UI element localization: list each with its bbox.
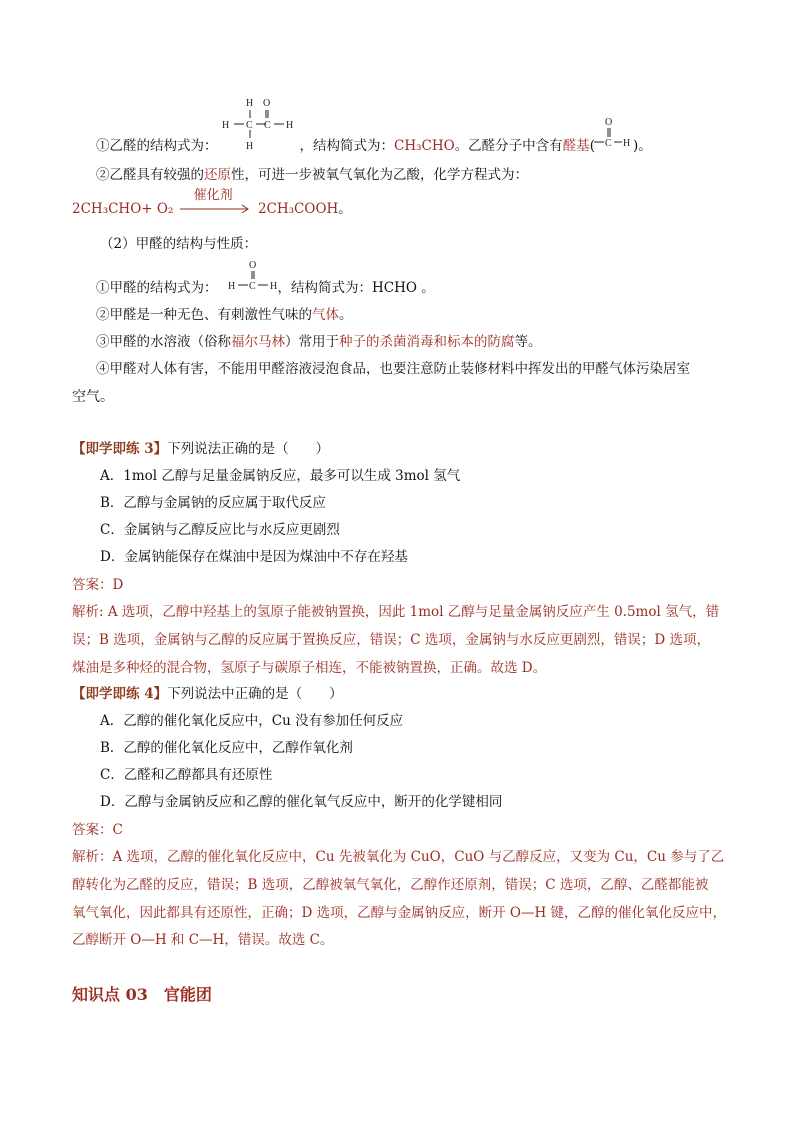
question-tag: 【即学即练 3】 [72,441,168,457]
highlight: 气体 [312,307,339,323]
atom-o: O [263,98,271,109]
formaldehyde-line-1 [96,279,435,297]
question-4-analysis-4: 乙醇断开 O—H 和 C—H，错误。故选 C。 [72,932,334,948]
text: ( [589,138,595,154]
text: ②甲醛是一种无色、有刺激性气味的 [96,307,312,323]
question-4-stem [72,685,343,703]
text: ①甲醛的结构式为： [96,280,218,296]
atom-o: O [249,260,257,271]
formaldehyde-line-3 [96,333,542,351]
atom-c: C [249,281,256,292]
question-4-analysis-1: 解析：A 选项，乙醇的催化氧化反应中，Cu 先被氧化为 CuO，CuO 与乙醇反应，又变为 Cu，Cu 参与了乙 [72,849,725,865]
equation-left: 2CH₃CHO+ O₂ [72,201,174,217]
text: ②乙醛具有较强的 [96,167,204,183]
highlight: 还原 [204,167,231,183]
text: ，结构简式为： [299,138,394,154]
question-3-analysis-1: 解析: A 选项，乙醇中羟基上的氢原子能被钠置换，因此 1mol 乙醇与足量金属钠反应产生 0.5mol 氢气，错 [72,604,720,620]
question-3-option-c: C．金属钠与乙醇反应比与水反应更剧烈 [100,522,340,538]
text: ，结构简式为：HCHO 。 [277,280,435,296]
reaction-arrow [178,188,254,218]
question-3-option-b: B．乙醇与金属钠的反应属于取代反应 [100,495,326,511]
question-4-option-a: A．乙醇的催化氧化反应中，Cu 没有参加任何反应 [100,713,404,729]
text: 等。 [514,334,542,350]
formaldehyde-line-2 [96,306,353,324]
highlight: CH₃CHO [394,138,455,154]
question-4-option-b: B．乙醇的催化氧化反应中，乙醇作氧化剂 [100,740,353,756]
acetaldehyde-line-2 [96,166,528,184]
atom-h-right: H [286,120,294,131]
text: ）常用于 [285,334,339,350]
highlight: 醛基 [562,138,590,154]
oxidation-equation [72,188,352,218]
atom-h: H [623,138,631,149]
question-4-option-d: D．乙醇与金属钠反应和乙醇的催化氧气反应中，断开的化学键相同 [100,794,503,810]
question-3-option-d: D．金属钠能保存在煤油中是因为煤油中不存在羟基 [100,549,408,565]
atom-c: C [605,138,612,149]
atom-h-left: H [222,120,230,131]
question-stem: 下列说法中正确的是（ ） [167,686,343,702]
highlight: 福尔马林 [231,334,285,350]
question-3-analysis-3: 煤油是多种烃的混合物，氢原子与碳原子相连，不能被钠置换，正确。故选 D。 [72,660,547,676]
formaldehyde-line-4-cont: 空气。 [72,389,114,405]
text: 性，可进一步被氧气氧化为乙酸，化学方程式为： [231,167,528,183]
question-4-answer: 答案：C [72,822,123,838]
atom-h-top: H [246,98,254,109]
text: )。 [632,138,652,154]
question-3-answer: 答案：D [72,577,124,593]
atom-c1: C [246,120,253,131]
highlight: 种子的杀菌消毒和标本的防腐 [339,334,515,350]
formaldehyde-line-4: ④甲醛对人体有害，不能用甲醛溶液浸泡食品，也要注意防止装修材料中挥发出的甲醛气体污染居室 [96,361,690,377]
question-3-stem [72,440,329,458]
question-4-option-c: C．乙醛和乙醇都具有还原性 [100,767,273,783]
question-3-analysis-2: 误；B 选项，金属钠与乙醇的反应属于置换反应，错误；C 选项，金属钠与水反应更剧烈，错误；D 选项， [72,632,710,648]
acetaldehyde-line-1 [96,137,652,155]
text: 。 [339,307,353,323]
catalyst-label: 催化剂 [193,188,233,203]
equation-right: 2CH₃COOH [257,201,339,217]
text: ①乙醛的结构式为： [96,138,218,154]
section-title: 知识点 03 官能团 [72,985,212,1004]
question-tag: 【即学即练 4】 [72,686,168,702]
text: 。 [338,201,352,217]
text: 。乙醛分子中含有 [454,138,563,154]
text: ③甲醛的水溶液（俗称 [96,334,231,350]
atom-h-right: H [270,281,278,292]
question-4-analysis-2: 醇转化为乙醛的反应，错误；B 选项，乙醇被氧气氧化，乙醇作还原剂，错误；C 选项，乙醇、乙醛都能被 [72,877,709,893]
question-stem: 下列说法正确的是（ ） [167,441,330,457]
atom-h-bottom: H [246,141,254,152]
atom-h-left: H [228,281,236,292]
question-4-analysis-3: 氧气氧化，因此都具有还原性，正确；D 选项，乙醇与金属钠反应，断开 O—H 键，乙醇的催化氧化反应中， [72,905,727,921]
atom-o: O [605,117,613,128]
question-3-option-a: A．1mol 乙醇与足量金属钠反应，最多可以生成 3mol 氢气 [100,468,461,484]
formaldehyde-heading: （2）甲醛的结构与性质： [100,236,258,252]
atom-c2: C [264,120,271,131]
